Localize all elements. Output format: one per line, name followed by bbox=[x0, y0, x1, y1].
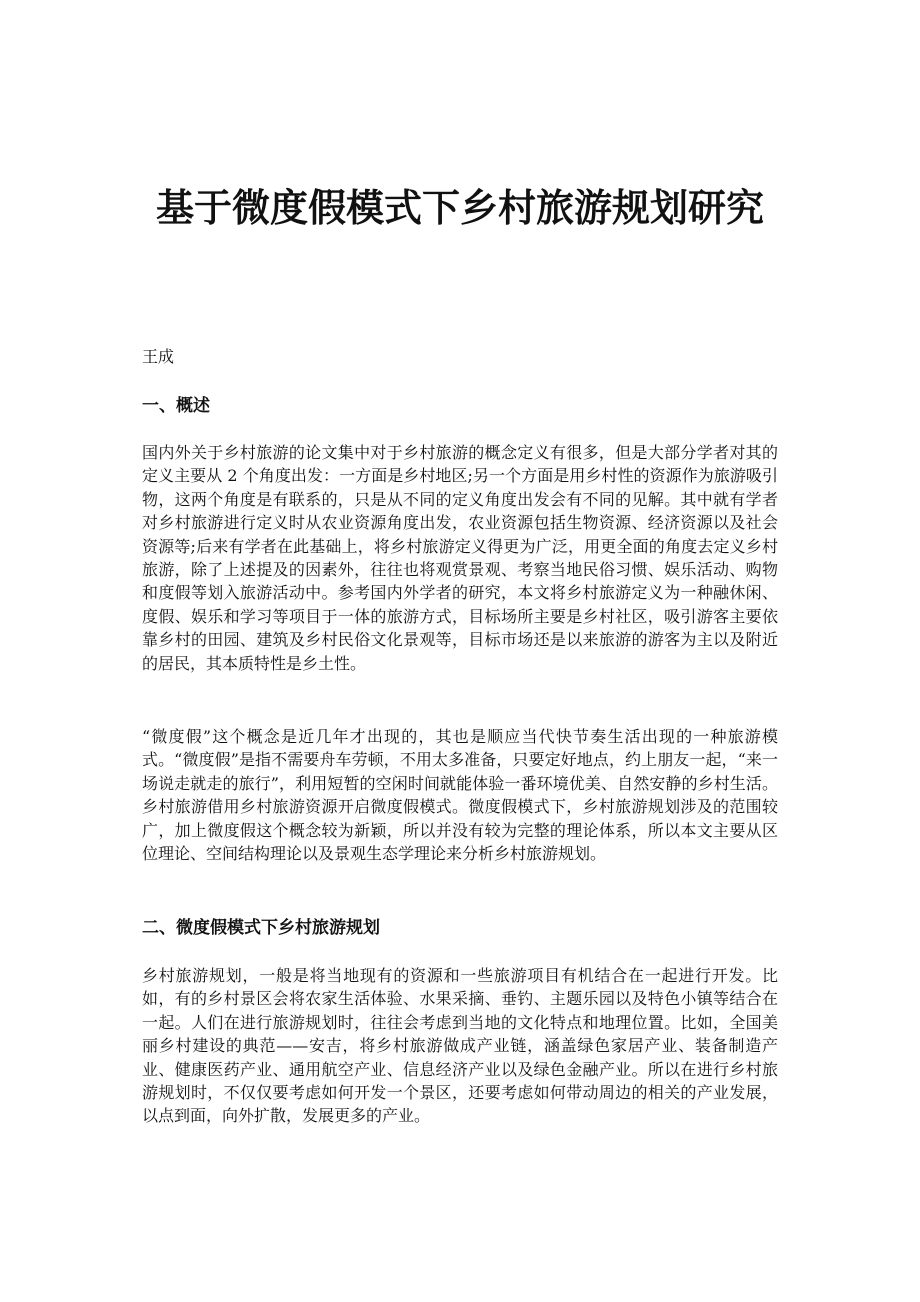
author-name: 王成 bbox=[142, 347, 175, 366]
paragraph-overview-2: “微度假”这个概念是近几年才出现的，其也是顺应当代快节奏生活出现的一种旅游模式。“微度假”是指不需要舟车劳顿，不用太多准备，只要定好地点，约上朋友一起，“来一场说走就走的旅行”，利用短暂的空闲时间就能体验一番环境优美、自然安静的乡村生活。乡村旅游借用乡村旅游资源开启微度假模式。微度假模式下，乡村旅游规划涉及的范围较广，加上微度假这个概念较为新颖，所以并没有较为完整的理论体系，所以本文主要从区位理论、空间结构理论以及景观生态学理论来分析乡村旅游规划。 bbox=[142, 727, 778, 864]
section-heading-overview: 一、概述 bbox=[142, 396, 210, 416]
paragraph-overview-1: 国内外关于乡村旅游的论文集中对于乡村旅游的概念定义有很多，但是大部分学者对其的定义主要从 2 个角度出发：一方面是乡村地区;另一个方面是用乡村性的资源作为旅游吸引物，这两个角度是有联系的，只是从不同的定义角度出发会有不同的见解。其中就有学者对乡村旅游进行定义时从农业资源角度出发，农业资源包括生物资源、经济资源以及社会资源等;后来有学者在此基础上，将乡村旅游定义得更为广泛，用更全面的角度去定义乡村旅游，除了上述提及的因素外，往往也将观赏景观、考察当地民俗习惯、娱乐活动、购物和度假等划入旅游活动中。参考国内外学者的研究，本文将乡村旅游定义为一种融休闲、度假、娱乐和学习等项目于一体的旅游方式，目标场所主要是乡村社区，吸引游客主要依靠乡村的田园、建筑及乡村民俗文化景观等，目标市场还是以来旅游的游客为主以及附近的居民，其本质特性是乡土性。 bbox=[142, 443, 778, 673]
paragraph-planning-1: 乡村旅游规划，一般是将当地现有的资源和一些旅游项目有机结合在一起进行开发。比如，有的乡村景区会将农家生活体验、水果采摘、垂钓、主题乐园以及特色小镇等结合在一起。人们在进行旅游规划时，往往会考虑到当地的文化特点和地理位置。比如，全国美丽乡村建设的典范——安吉，将乡村旅游做成产业链，涵盖绿色家居产业、装备制造产业、健康医药产业、通用航空产业、信息经济产业以及绿色金融产业。所以在进行乡村旅游规划时，不仅仅要考虑如何开发一个景区，还要考虑如何带动周边的相关的产业发展，以点到面，向外扩散，发展更多的产业。 bbox=[142, 966, 778, 1126]
document-title: 基于微度假模式下乡村旅游规划研究 bbox=[155, 185, 764, 230]
section-heading-planning: 二、微度假模式下乡村旅游规划 bbox=[142, 918, 380, 938]
